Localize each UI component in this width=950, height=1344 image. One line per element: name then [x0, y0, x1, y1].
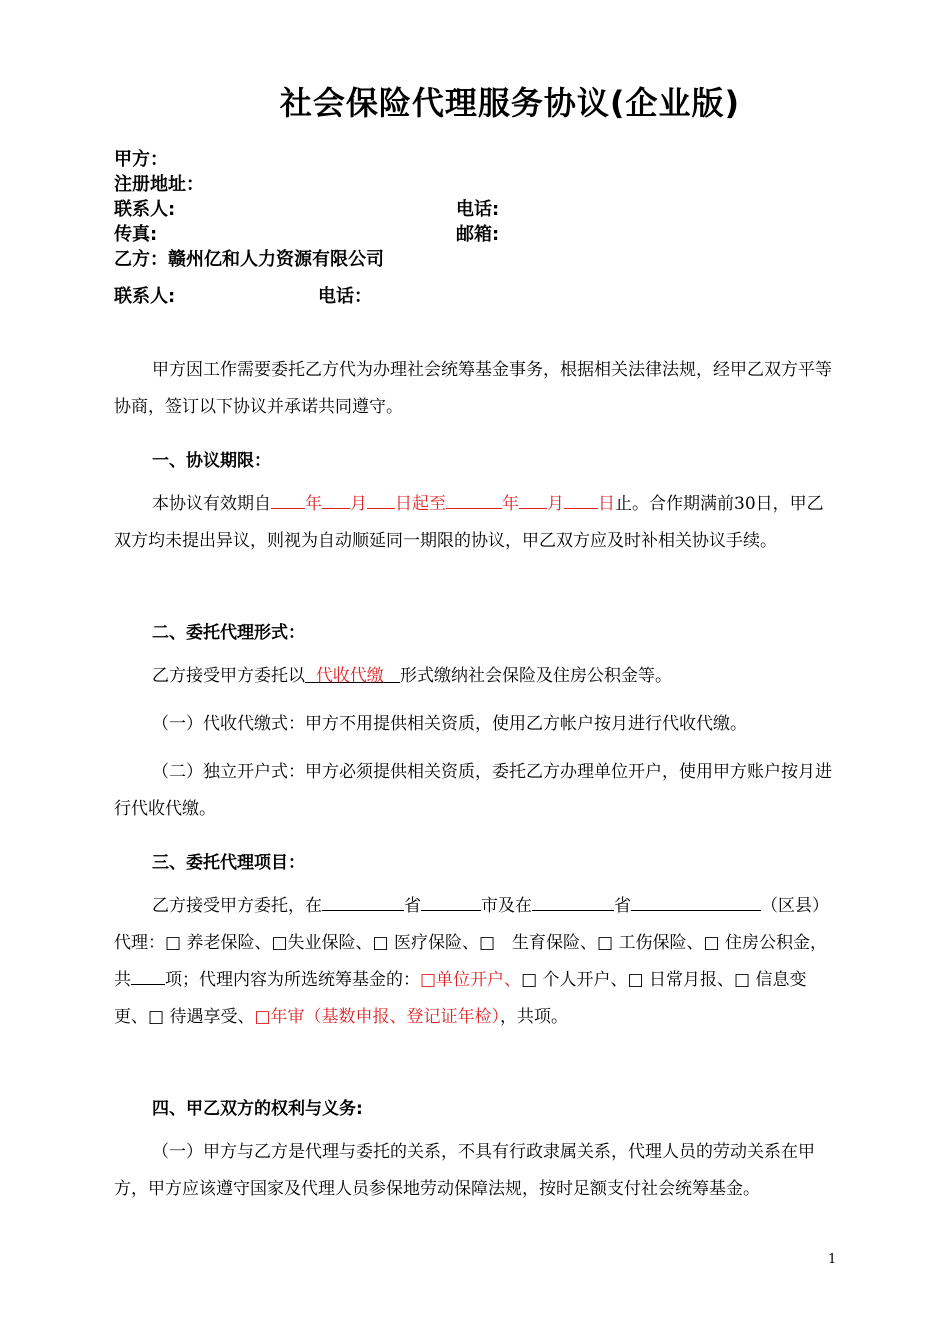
scope-t6: 项；代理内容为所选统筹基金的：	[165, 970, 420, 990]
end-day-label: 日	[598, 494, 615, 514]
contact2-label: 联系人:	[114, 286, 176, 307]
end-day-blank	[564, 490, 598, 509]
count-blank	[131, 966, 165, 985]
county-blank	[631, 892, 761, 911]
section3-paragraph	[114, 888, 836, 1036]
section4-paragraph	[114, 1134, 836, 1208]
fax-label: 传真:	[114, 224, 158, 245]
mode-prefix: 乙方接受甲方委托以	[152, 666, 305, 686]
phone2-label: 电话：	[318, 286, 372, 307]
province2-blank	[532, 892, 614, 911]
mode-item-2	[114, 754, 836, 828]
mode-suffix: 形式缴纳社会保险及住房公积金等。	[400, 666, 673, 686]
section2-paragraph	[114, 658, 836, 695]
registered-address-label: 注册地址：	[114, 174, 204, 195]
intro-paragraph	[114, 352, 836, 426]
scope-text	[114, 888, 836, 1036]
intro-text: 甲方因工作需要委托乙方代为办理社会统筹基金事务，根据相关法律法规，经甲乙双方平等协商，签订以下协议并承诺共同遵守。	[114, 360, 832, 417]
start-month-blank	[322, 490, 350, 509]
term-suffix: 止。合作期满前30日，甲乙双方均未提出异议，则视为自动顺延同一期限的协议，甲乙双方应及时补相关协议手续。	[114, 494, 824, 551]
scope-t7: □ 个人开户、□ 日常月报、□ 信息变更、□ 待遇享受、	[114, 970, 807, 1027]
end-year-label: 年	[502, 494, 519, 514]
mode-item-1-text: （一）代收代缴式：甲方不用提供相关资质，使用乙方帐户按月进行代收代缴。	[152, 714, 747, 734]
party-b-line: 乙方：赣州亿和人力资源有限公司	[114, 249, 384, 270]
start-month-label: 月	[350, 494, 367, 514]
contact-label: 联系人:	[114, 199, 176, 220]
rights-item-1: （一）甲方与乙方是代理与委托的关系，不具有行政隶属关系，代理人员的劳动关系在甲方，甲方应该遵守国家及代理人员参保地劳动保障法规，按时足额支付社会统筹基金。	[114, 1142, 815, 1199]
section2-heading: 二、委托代理形式：	[152, 623, 305, 643]
start-day-blank	[367, 490, 395, 509]
scope-r2: □年审（基数申报、登记证年检）	[254, 1007, 501, 1027]
scope-t4: 省	[614, 896, 631, 916]
party-a-label: 甲方：	[114, 149, 168, 170]
scope-t5: （区县）代理：□ 养老保险、□失业保险、□ 医疗保险、□ 生育保险、□ 工伤保险、□ 住房公积金，共	[114, 896, 829, 990]
document-title: 社会保险代理服务协议(企业版)	[279, 84, 741, 122]
province-blank	[322, 892, 404, 911]
start-day-label: 日起至	[395, 494, 446, 514]
scope-t8: ，共项。	[500, 1007, 569, 1027]
scope-t1: 乙方接受甲方委托，在	[152, 896, 322, 916]
term-text	[114, 486, 836, 560]
mode-item-2-text: （二）独立开户式：甲方必须提供相关资质，委托乙方办理单位开户，使用甲方账户按月进行代收代缴。	[114, 762, 832, 819]
section4-heading: 四、甲乙双方的权利与义务:	[152, 1099, 363, 1119]
mode-value: 代收代缴	[315, 666, 384, 686]
scope-t3: 市及在	[481, 896, 532, 916]
section3-heading: 三、委托代理项目：	[152, 853, 305, 873]
email-label: 邮箱:	[456, 224, 500, 245]
mode-item-1	[114, 706, 836, 743]
end-year-blank	[446, 490, 502, 509]
page-number: 1	[828, 1252, 837, 1267]
mode-text	[114, 658, 836, 695]
end-month-label: 月	[547, 494, 564, 514]
scope-r1: □单位开户、	[420, 970, 522, 990]
section1-paragraph	[114, 486, 836, 560]
phone-label: 电话:	[456, 199, 500, 220]
start-year-label: 年	[305, 494, 322, 514]
scope-t2: 省	[404, 896, 421, 916]
city-blank	[421, 892, 481, 911]
term-prefix: 本协议有效期自	[152, 494, 271, 514]
end-month-blank	[519, 490, 547, 509]
start-year-blank	[271, 490, 305, 509]
section1-heading: 一、协议期限：	[152, 451, 271, 471]
